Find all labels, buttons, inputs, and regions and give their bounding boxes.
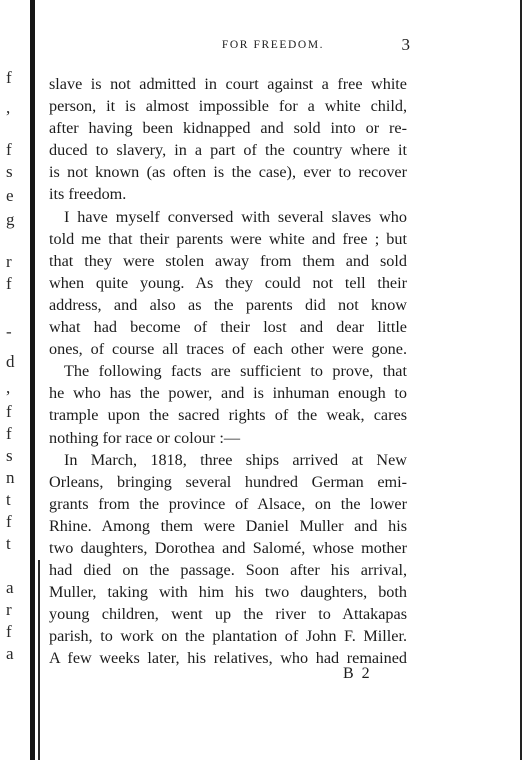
text-line: when quite young. As they could not tell their (49, 273, 407, 292)
page-number: 3 (401, 35, 410, 54)
text-line: he who has the power, and is inhuman enough to (49, 384, 407, 403)
facing-page-letter: t (6, 534, 11, 553)
text-line: told me that their parents were white and free ; but (49, 229, 407, 248)
facing-page-letter: f (6, 424, 12, 443)
text-line: Muller, taking with him his two daughters, both (49, 583, 407, 602)
running-head (40, 36, 506, 56)
text-line: that they were stolen away from them and sold (49, 251, 407, 270)
facing-page-letter: f (6, 274, 12, 293)
text-line: two daughters, Dorothea and Salomé, whose mother (49, 538, 407, 557)
text-line: slave is not admitted in court against a free white (49, 75, 407, 93)
facing-page-margin (6, 0, 28, 760)
facing-page-letter: f (6, 68, 12, 87)
text-line: young children, went up the river to Attakapas (49, 605, 407, 624)
binding-edge (30, 0, 35, 760)
text-line: duced to slavery, in a part of the country where it (49, 141, 407, 160)
body-text (49, 73, 407, 670)
text-line: In March, 1818, three ships arrived at New (64, 450, 407, 469)
page-right-edge (520, 0, 522, 760)
text-line: nothing for race or colour :— (49, 428, 241, 447)
facing-page-letter: t (6, 490, 11, 509)
signature-mark: B 2 (343, 665, 372, 682)
facing-page-letter: , (6, 98, 11, 117)
text-line: ones, of course all traces of each other were gone. (49, 340, 407, 359)
facing-page-letter: d (6, 352, 15, 371)
facing-page-letter: f (6, 140, 12, 159)
facing-page-letter: s (6, 162, 13, 181)
text-line: Rhine. Among them were Daniel Muller and his (49, 516, 407, 535)
text-line: trample upon the sacred rights of the weak, cares (49, 406, 407, 425)
text-line: The following facts are sufficient to prove, that (64, 362, 407, 381)
text-line: Orleans, bringing several hundred German emi- (49, 472, 407, 491)
running-head-title: FOR FREEDOM. (221, 39, 325, 51)
facing-page-letter: s (6, 446, 13, 465)
facing-page-letter: f (6, 402, 12, 421)
facing-page-letter: - (6, 322, 12, 341)
text-line: I have myself conversed with several slaves who (64, 207, 407, 226)
text-line: grants from the province of Alsace, on the lower (49, 494, 407, 513)
text-line: had died on the passage. Soon after his arrival, (49, 561, 407, 580)
text-line: person, it is almost impossible for a white child, (49, 97, 407, 116)
facing-page-letter: e (6, 186, 14, 205)
text-line: its freedom. (49, 185, 127, 204)
text-line: is not known (as often is the case), ever to recover (49, 163, 407, 182)
text-line: what had become of their lost and dear little (49, 318, 407, 337)
facing-page-letter: r (6, 600, 12, 619)
facing-page-letter: n (6, 468, 15, 487)
text-line: after having been kidnapped and sold into or re- (49, 119, 407, 138)
facing-page-letter: f (6, 622, 12, 641)
text-line: address, and also as the parents did not know (49, 295, 407, 314)
text-line: parish, to work on the plantation of John F. Miller. (49, 627, 407, 646)
facing-page-letter: a (6, 578, 14, 597)
facing-page-letter: a (6, 644, 14, 663)
text-line: A few weeks later, his relatives, who had remained (49, 649, 407, 668)
facing-page-letter: r (6, 252, 12, 271)
facing-page-letter: g (6, 210, 15, 229)
facing-page-letter: f (6, 512, 12, 531)
binding-shadow (38, 560, 40, 760)
facing-page-letter: , (6, 378, 11, 397)
